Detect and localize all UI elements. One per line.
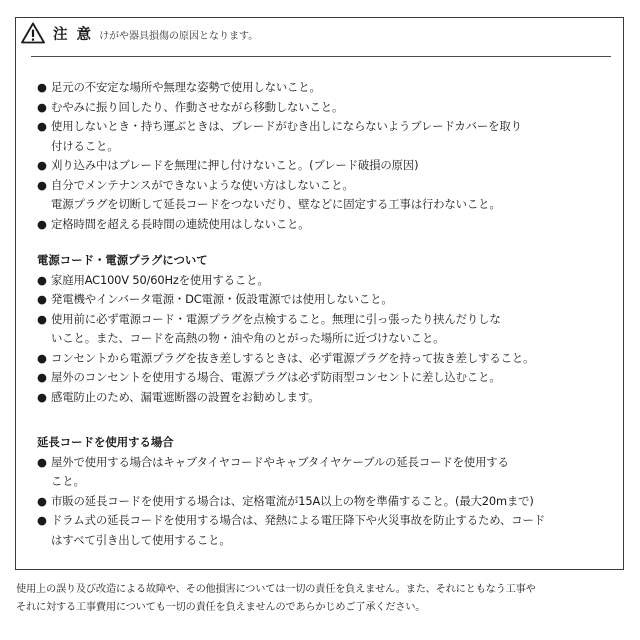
notice-header bbox=[21, 20, 258, 46]
list-item bbox=[37, 349, 612, 369]
bullet-icon: ● bbox=[37, 272, 47, 287]
item-text: 使用前に必ず電源コード・電源プラグを点検すること。無理に引っ張ったり挟んだりしな bbox=[51, 311, 501, 326]
power-cord-section-title: 電源コード・電源プラグについて bbox=[37, 253, 208, 267]
item-text: 感電防止のため、漏電遮断器の設置をお勧めします。 bbox=[51, 389, 320, 404]
bullet-icon: ● bbox=[37, 292, 47, 306]
footer-line: それに対する工事費用についても一切の責任を負えませんのであらかじめご了承ください。 bbox=[16, 602, 426, 613]
power-cord-cautions-list bbox=[37, 271, 612, 408]
item-text: こと。 bbox=[51, 474, 85, 488]
list-item bbox=[37, 271, 612, 291]
item-text: 家庭用AC100V 50/60Hzを使用すること。 bbox=[51, 272, 269, 287]
item-text: 屋外のコンセントを使用する場合、電源プラグは必ず防雨型コンセントに差し込むこと。 bbox=[51, 370, 501, 384]
item-text: コンセントから電源プラグを抜き差しするときは、必ず電源プラグを持って抜き差しすること。 bbox=[51, 350, 535, 365]
bullet-icon: ● bbox=[37, 119, 47, 133]
bullet-icon: ● bbox=[37, 370, 47, 384]
bullet-icon: ● bbox=[37, 311, 47, 326]
list-item bbox=[37, 368, 612, 388]
list-item bbox=[37, 176, 612, 215]
bullet-icon: ● bbox=[37, 513, 47, 527]
bullet-icon: ● bbox=[37, 216, 47, 231]
item-text: いこと。また、コードを高熱の物・油や角のとがった場所に近づけないこと。 bbox=[51, 331, 445, 345]
notice-title: 注 意 bbox=[53, 26, 94, 43]
bullet-icon: ● bbox=[37, 454, 47, 469]
item-text: むやみに振り回したり、作動させながら移動しないこと。 bbox=[51, 99, 344, 114]
item-text: 電源プラグを切断して延長コードをつないだり、壁などに固定する工事は行わないこと。 bbox=[51, 197, 501, 211]
item-text: はすべて引き出して使用すること。 bbox=[51, 532, 231, 547]
bullet-icon: ● bbox=[37, 177, 47, 192]
footer-line: 使用上の誤り及び改造による故障や、その他損害については一切の責任を負えません。また、それにともなう工事や bbox=[16, 584, 536, 595]
list-item bbox=[37, 492, 612, 512]
bullet-icon: ● bbox=[37, 158, 47, 172]
list-item bbox=[37, 388, 612, 408]
item-text: 自分でメンテナンスができないような使い方はしないこと。 bbox=[51, 177, 354, 192]
item-text: 使用しないとき・持ち運ぶときは、ブレードがむき出しにならないようブレードカバーを取り bbox=[51, 119, 522, 133]
list-item bbox=[37, 511, 612, 550]
extension-cord-section-title: 延長コードを使用する場合 bbox=[37, 435, 174, 449]
item-text: 市販の延長コードを使用する場合は、定格電流が15A以上の物を準備すること。(最大20mまで) bbox=[51, 493, 534, 508]
item-text: 付けること。 bbox=[51, 138, 119, 153]
header-divider bbox=[31, 56, 611, 57]
extension-cord-cautions-list bbox=[37, 453, 612, 551]
notice-content bbox=[37, 78, 612, 550]
list-item bbox=[37, 453, 612, 492]
item-text: ドラム式の延長コードを使用する場合は、発熱による電圧降下や火災事故を防止するため、コード bbox=[51, 513, 546, 527]
warning-triangle-icon bbox=[21, 22, 45, 44]
item-text: 刈り込み中はブレードを無理に押し付けないこと。(ブレード破損の原因) bbox=[51, 158, 419, 172]
list-item bbox=[37, 215, 612, 235]
list-item bbox=[37, 78, 612, 98]
general-cautions-list bbox=[37, 78, 612, 234]
item-text: 足元の不安定な場所や無理な姿勢で使用しないこと。 bbox=[51, 80, 321, 94]
item-text: 定格時間を超える長時間の連続使用はしないこと。 bbox=[51, 216, 310, 231]
list-item bbox=[37, 117, 612, 156]
bullet-icon: ● bbox=[37, 389, 47, 404]
item-text: 屋外で使用する場合はキャブタイヤコードやキャブタイヤケーブルの延長コードを使用する bbox=[51, 454, 509, 469]
disclaimer-footer bbox=[16, 581, 626, 617]
bullet-icon: ● bbox=[37, 80, 47, 94]
bullet-icon: ● bbox=[37, 99, 47, 114]
notice-subtitle: けがや器具損傷の原因となります。 bbox=[99, 30, 259, 42]
item-text: 発電機やインバータ電源・DC電源・仮設電源では使用しないこと。 bbox=[51, 292, 393, 306]
bullet-icon: ● bbox=[37, 493, 47, 508]
list-item bbox=[37, 156, 612, 176]
list-item bbox=[37, 310, 612, 349]
list-item bbox=[37, 98, 612, 118]
list-item bbox=[37, 290, 612, 310]
bullet-icon: ● bbox=[37, 350, 47, 365]
